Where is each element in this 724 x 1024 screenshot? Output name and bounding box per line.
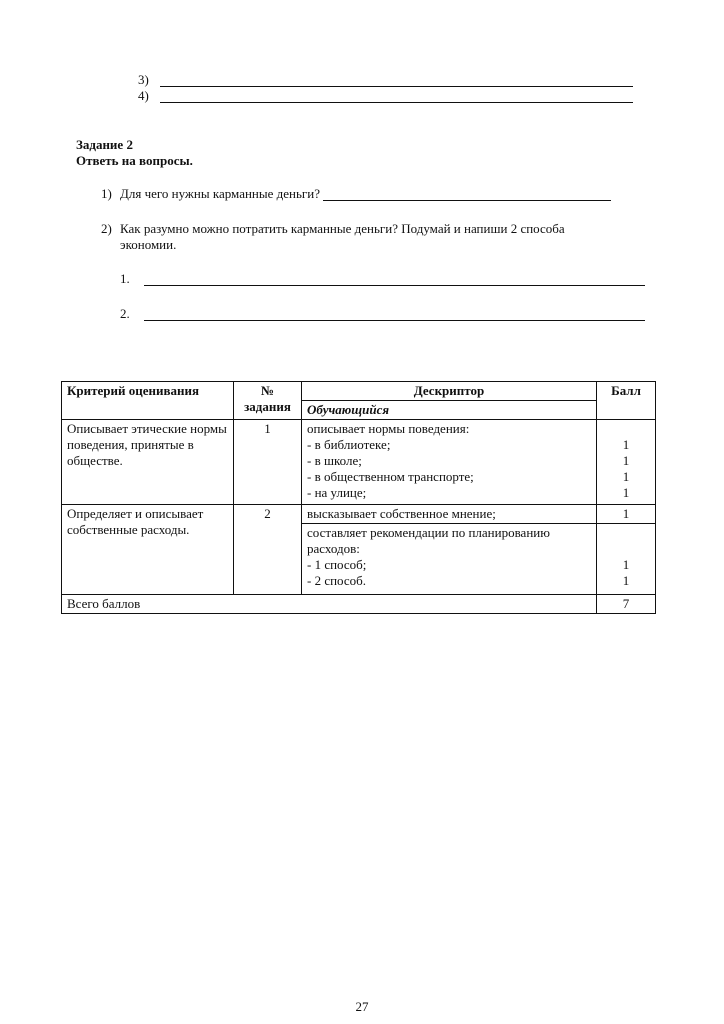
item-number: 2. — [120, 306, 130, 321]
item-number: 4) — [138, 88, 149, 103]
criterion-cell: Описывает этические нормы поведения, принятые в обществе. — [62, 420, 234, 505]
header-score: Балл — [597, 382, 656, 420]
total-row — [62, 595, 656, 614]
grading-table — [61, 381, 656, 614]
total-label: Всего баллов — [62, 595, 597, 614]
item-number: 3) — [138, 72, 149, 87]
answer-blank — [323, 188, 611, 201]
question-text-line2: экономии. — [120, 237, 177, 252]
score-cell: 1 — [597, 505, 656, 524]
answer-blank — [160, 90, 633, 103]
table-row — [62, 420, 656, 505]
total-value: 7 — [597, 595, 656, 614]
task-no-cell: 1 — [234, 420, 302, 505]
item-number: 1. — [120, 271, 130, 286]
sub-answer-2 — [120, 306, 645, 321]
page-number: 27 — [355, 999, 369, 1014]
descriptor-cell: составляет рекомендации по планированию расходов: - 1 способ; - 2 способ. — [302, 524, 597, 595]
score-cell: 1 1 — [597, 524, 656, 595]
question-text: Для чего нужны карманные деньги? — [120, 186, 320, 201]
header-task-no: № задания — [234, 382, 302, 420]
question-2 — [101, 221, 565, 253]
header-criterion: Критерий оценивания — [62, 382, 234, 420]
descriptor-cell: описывает нормы поведения: - в библиотеке; - в школе; - в общественном транспорте; - на улице; — [302, 420, 597, 505]
answer-line-3 — [138, 72, 633, 87]
table-row — [62, 505, 656, 524]
question-number: 1) — [101, 186, 112, 201]
task-title: Задание 2 — [76, 137, 133, 152]
question-text-line1: Как разумно можно потратить карманные деньги? Подумай и напиши 2 способа — [120, 221, 565, 236]
criterion-cell: Определяет и описывает собственные расходы. — [62, 505, 234, 595]
question-number: 2) — [101, 221, 112, 236]
question-1 — [101, 186, 611, 201]
answer-blank — [144, 308, 645, 321]
answer-blank — [144, 273, 645, 286]
header-descriptor: Дескриптор — [302, 382, 597, 401]
sub-answer-1 — [120, 271, 645, 286]
descriptor-cell: высказывает собственное мнение; — [302, 505, 597, 524]
answer-line-4 — [138, 88, 633, 103]
answer-blank — [160, 74, 633, 87]
score-cell: 1 1 1 1 — [597, 420, 656, 505]
task-instruction: Ответь на вопросы. — [76, 153, 193, 168]
header-learner: Обучающийся — [302, 401, 597, 420]
task-no-cell: 2 — [234, 505, 302, 595]
